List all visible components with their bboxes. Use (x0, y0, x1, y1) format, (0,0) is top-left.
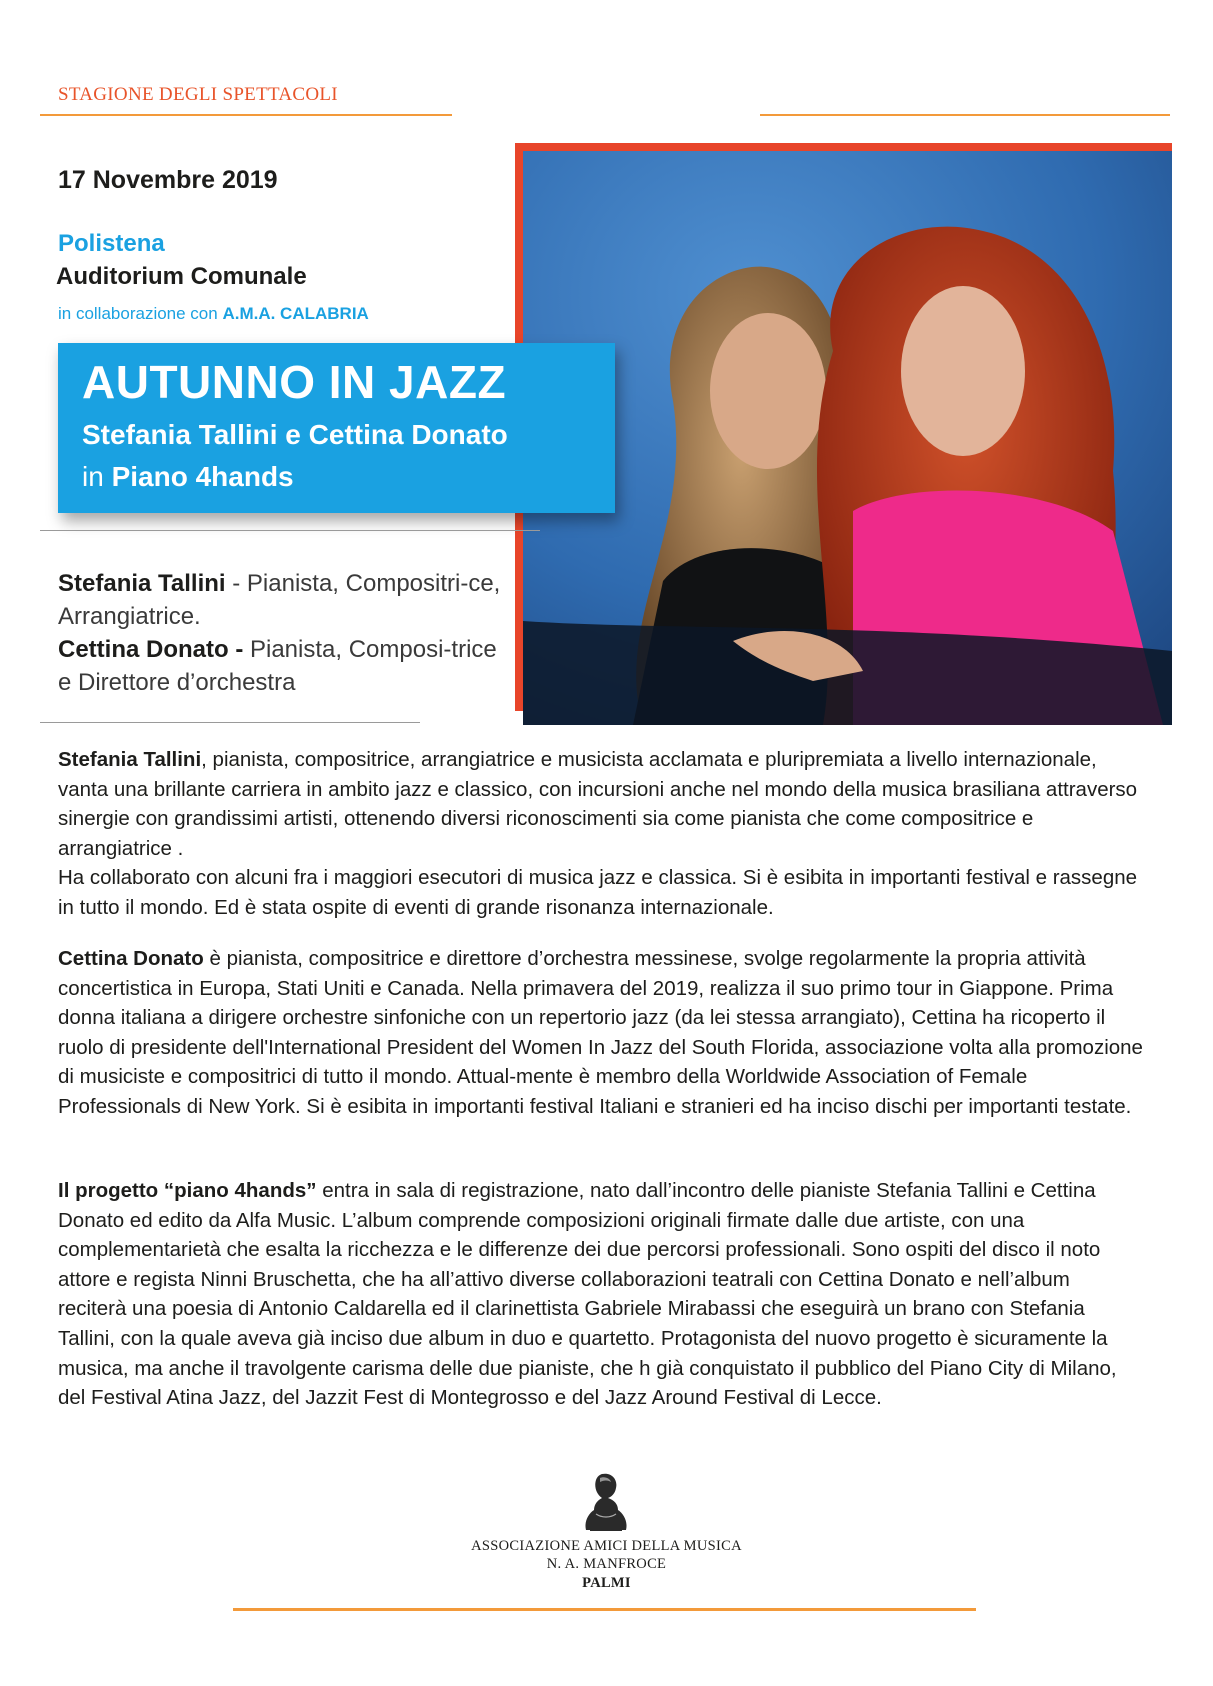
artist-name: Stefania Tallini (58, 570, 226, 597)
collab-org: A.M.A. CALABRIA (222, 304, 369, 323)
event-title: AUTUNNO IN JAZZ (82, 356, 507, 408)
event-venue: Auditorium Comunale (56, 263, 307, 290)
artist-item (58, 633, 508, 699)
composer-bust-logo-icon (578, 1470, 634, 1532)
paragraph-donato (58, 944, 1143, 1122)
season-label: STAGIONE DEGLI SPETTACOLI (58, 84, 338, 105)
artists-photo (523, 151, 1172, 725)
event-show (82, 461, 294, 493)
artist-item (58, 567, 508, 633)
artist-role: - Pianista, Compositri-ce, Arrangiatrice. (58, 570, 501, 630)
event-title-box (58, 343, 615, 513)
paragraph-lead: Il progetto “piano 4hands” (58, 1179, 317, 1202)
paragraph-lead: Cettina Donato (58, 947, 204, 970)
divider-top (40, 530, 540, 531)
event-date: 17 Novembre 2019 (58, 166, 278, 194)
show-name: Piano 4hands (111, 461, 294, 492)
association-city: PALMI (582, 1575, 631, 1591)
artist-name: Cettina Donato - (58, 636, 244, 663)
paragraph-tallini (58, 745, 1143, 923)
divider-bottom (40, 722, 420, 723)
paragraph-lead: Stefania Tallini (58, 748, 202, 771)
paragraph-text: è pianista, compositrice e direttore d’orchestra messinese, svolge regolarmente la propria attività concertistica in Europa, Stati Uniti e Canada. Nella primavera del 2019, realizza il suo primo tour in Giappone. Prima donna italiana a dirigere orchestre sinfoniche con un repertorio jazz (da lei stessa arrangiato), Cettina ha ricoperto il ruolo di presidente dell'International President del Women In Jazz del South Florida, associazione volta alla promozione di musiciste e compositrici di tutto il mondo. Attual-mente è membro della Worldwide Association of Female Professionals di New York. Si è esibita in importanti festival Italiani e stranieri ed ha inciso dischi per importanti testate. (58, 947, 1143, 1118)
artist-role: Pianista, Composi-trice e Direttore d’orchestra (58, 636, 497, 696)
event-performers: Stefania Tallini e Cettina Donato (82, 419, 508, 450)
association-namesake: N. A. MANFROCE (546, 1556, 667, 1572)
paragraph-text: , pianista, compositrice, arrangiatrice e musicista acclamata e pluripremiata a livello internazionale, vanta una brillante carriera in ambito jazz e classico, con incursioni anche nel mondo della musica brasiliana attraverso sinergie con grandissimi artisti, ottenendo diversi riconoscimenti sia come pianista che come compositrice e arrangiatrice . (58, 748, 1138, 860)
collab-prefix: in collaborazione con (58, 304, 218, 323)
header-rule-right (760, 114, 1170, 116)
collaboration-line (58, 304, 369, 324)
paragraph-project (58, 1176, 1143, 1413)
association-name: ASSOCIAZIONE AMICI DELLA MUSICA (471, 1538, 742, 1554)
event-city: Polistena (58, 230, 165, 257)
paragraph-text: entra in sala di registrazione, nato dall’incontro delle pianiste Stefania Tallini e Cettina Donato ed edito da Alfa Music. L’album comprende composizioni originali firmate dalle due artiste, con una complementarietà che esalta la ricchezza e le differenze dei due percorsi professionali. Sono ospiti del disco il noto attore e regista Ninni Bruschetta, che ha all’attivo diverse collaborazioni teatrali con Cettina Donato e nell’album reciterà una poesia di Antonio Caldarella ed il clarinettista Gabriele Mirabassi che eseguirà un brano con Stefania Tallini, con la quale aveva già inciso due album in duo e quartetto. Protagonista del nuovo progetto è sicuramente la musica, ma anche il travolgente carisma delle due pianiste, che h già conquistato il pubblico del Piano City di Milano, del Festival Atina Jazz, del Jazzit Fest di Montegrosso e del Jazz Around Festival di Lecce. (58, 1179, 1117, 1410)
artists-list (58, 567, 508, 699)
footer-rule (233, 1608, 976, 1611)
header-rule-left (40, 114, 452, 116)
paragraph-text: Ha collaborato con alcuni fra i maggiori esecutori di musica jazz e classica. Si è esibita in importanti festival e rassegne in tutto il mondo. Ed è stata ospite di eventi di grande risonanza internazionale. (58, 866, 1138, 919)
show-prefix: in (82, 461, 104, 492)
